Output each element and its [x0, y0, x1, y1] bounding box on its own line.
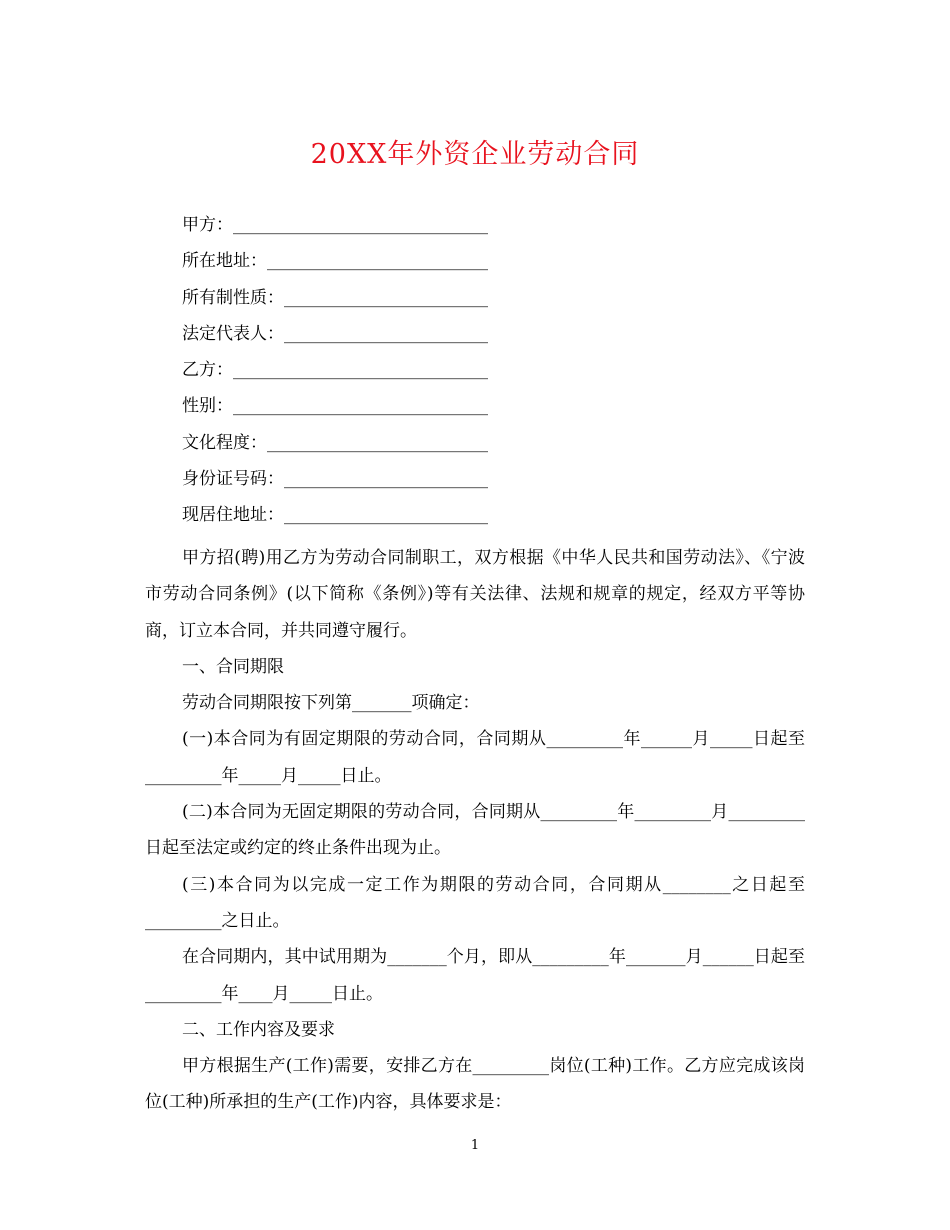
- page-title: 20XX年外资企业劳动合同: [310, 139, 640, 170]
- field-address: 所在地址：__________________________: [182, 251, 488, 272]
- paragraph-work-content: 甲方根据生产(工作)需要，安排乙方在_________岗位(工种)工作。乙方应完成该岗位(工种)所承担的生产(工作)内容，具体要求是：: [145, 1056, 805, 1113]
- field-ownership-type: 所有制性质：________________________: [182, 287, 488, 308]
- section-heading-term: 一、合同期限: [182, 656, 284, 677]
- party-info-fields: [182, 210, 488, 537]
- page-number: 1: [470, 1138, 480, 1153]
- paragraph-fixed-term: (一)本合同为有固定期限的劳动合同，合同期从_________年______月_____日起至_________年_____月_____日止。: [145, 729, 805, 786]
- field-current-address: 现居住地址：________________________: [182, 505, 488, 526]
- field-education: 文化程度：__________________________: [182, 432, 488, 453]
- paragraph-preamble: 甲方招(聘)用乙方为劳动合同制职工，双方根据《中华人民共和国劳动法》、《宁波市劳动合同条例》(以下简称《条例》)等有关法律、法规和规章的规定，经双方平等协商，订立本合同，并共同遵守履行。: [145, 548, 805, 641]
- field-id-number: 身份证号码：________________________: [182, 469, 488, 490]
- contract-body: [145, 540, 805, 1121]
- paragraph-open-term: (二)本合同为无固定期限的劳动合同，合同期从_________年_________月_________日起至法定或约定的终止条件出现为止。: [145, 802, 805, 859]
- field-party-b: 乙方：______________________________: [182, 360, 488, 381]
- paragraph-probation: 在合同期内，其中试用期为_______个月，即从_________年_______月______日起至_________年____月_____日止。: [145, 947, 805, 1004]
- paragraph-term-selection: 劳动合同期限按下列第_______项确定：: [182, 693, 480, 714]
- section-heading-work-content: 二、工作内容及要求: [182, 1019, 335, 1040]
- field-legal-representative: 法定代表人：________________________: [182, 323, 488, 344]
- field-party-a: 甲方：______________________________: [182, 215, 488, 235]
- field-gender: 性别：______________________________: [182, 396, 488, 417]
- paragraph-task-term: (三)本合同为以完成一定工作为期限的劳动合同，合同期从________之日起至_________之日止。: [145, 874, 805, 931]
